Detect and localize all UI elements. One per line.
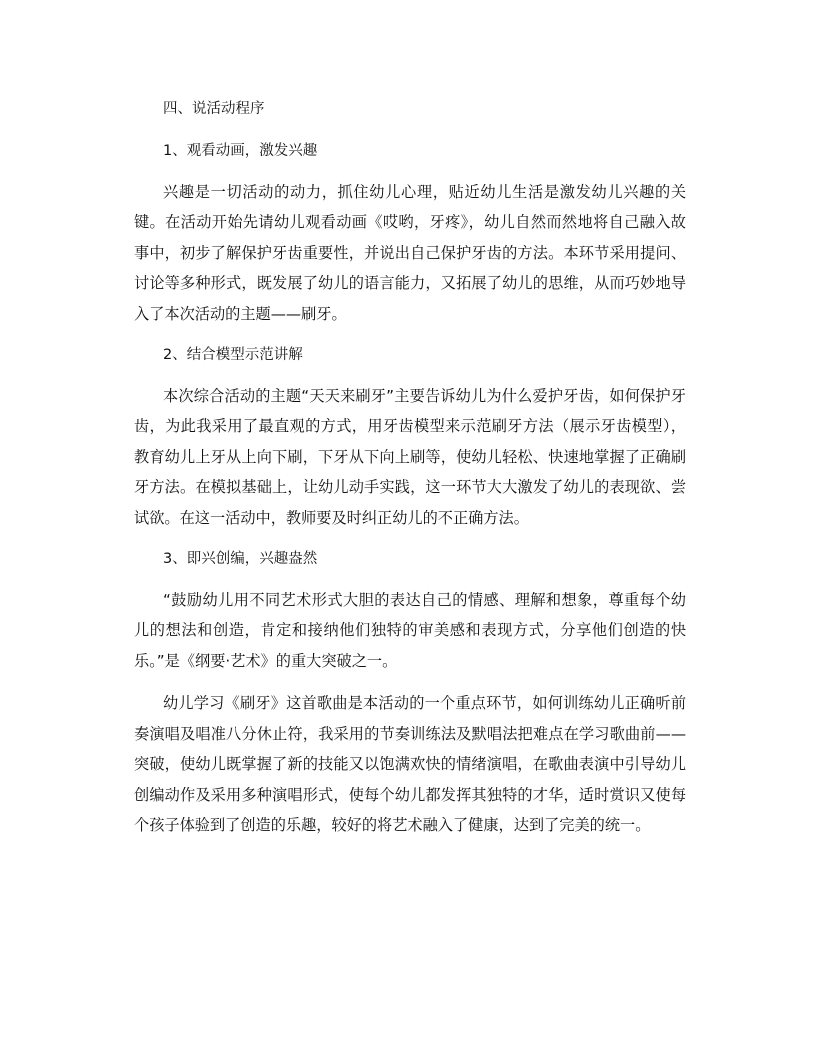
item-paragraph-3a: “鼓励幼儿用不同艺术形式大胆的表达自己的情感、理解和想象，尊重每个幼儿的想法和创造，肯定和接纳他们独特的审美感和表现方式，分享他们创造的快乐。”是《纲要·艺术》的重大突破之一。 bbox=[134, 591, 686, 670]
item-heading-2: 2、结合模型示范讲解 bbox=[163, 347, 303, 364]
item-heading-3: 3、即兴创编，兴趣盎然 bbox=[163, 551, 318, 568]
item-paragraph-3b: 幼儿学习《刷牙》这首歌曲是本活动的一个重点环节，如何训练幼儿正确听前奏演唱及唱准八分休止符，我采用的节奏训练法及默唱法把难点在学习歌曲前——突破，使幼儿既掌握了新的技能又以饱满欢快的情绪演唱，在歌曲表演中引导幼儿创编动作及采用多种演唱形式，使每个幼儿都发挥其独特的才华，适时赏识又使每个孩子体验到了创造的乐趣，较好的将艺术融入了健康，达到了完美的统一。 bbox=[134, 694, 686, 834]
spacer bbox=[134, 573, 686, 585]
section-title: 四、说活动程序 bbox=[163, 101, 265, 117]
item-paragraph-2: 本次综合活动的主题“天天来刷牙”主要告诉幼儿为什么爱护牙齿，如何保护牙齿，为此我采用了最直观的方式，用牙齿模型来示范刷牙方法（展示牙齿模型），教育幼儿上牙从上向下刷，下牙从下向上刷等，使幼儿轻松、快速地掌握了正确刷牙方法。在模拟基础上，让幼儿动手实践，这一环节大大激发了幼儿的表现欲、尝试欲。在这一活动中，教师要及时纠正幼儿的不正确方法。 bbox=[134, 387, 686, 527]
spacer bbox=[134, 369, 686, 381]
spacer bbox=[134, 533, 686, 545]
spacer bbox=[134, 329, 686, 341]
document-body bbox=[134, 95, 686, 840]
item-heading-1: 1、观看动画，激发兴趣 bbox=[163, 143, 318, 159]
item-paragraph-1: 兴趣是一切活动的动力，抓住幼儿心理，贴近幼儿生活是激发幼儿兴趣的关键。在活动开始先请幼儿观看动画《哎哟，牙疼》，幼儿自然而然地将自己融入故事中，初步了解保护牙齿重要性，并说出自己保护牙齿的方法。本环节采用提问、讨论等多种形式，既发展了幼儿的语言能力，又拓展了幼儿的思维，从而巧妙地导入了本次活动的主题——刷牙。 bbox=[134, 183, 686, 323]
spacer bbox=[134, 165, 686, 177]
spacer bbox=[134, 123, 686, 137]
spacer bbox=[134, 676, 686, 688]
